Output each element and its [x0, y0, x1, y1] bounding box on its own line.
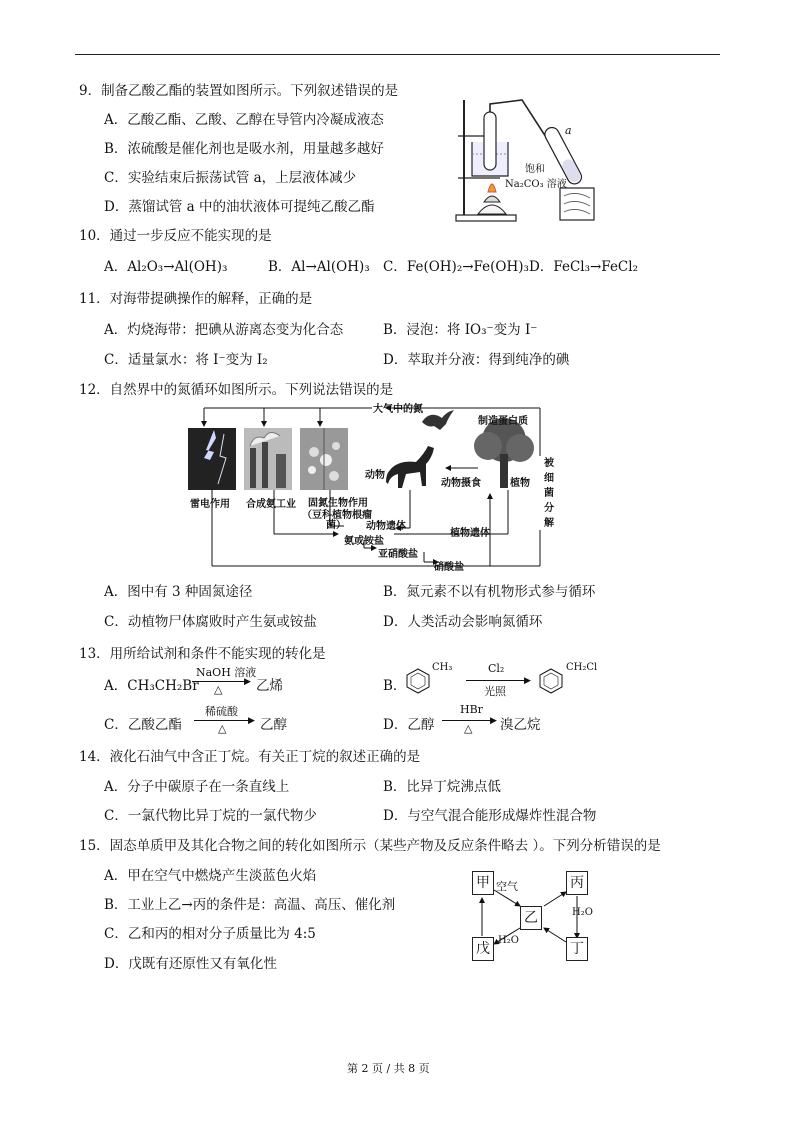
n-cycle-nitrate: 硝酸盐 — [434, 562, 464, 573]
n-cycle-air-nitrogen: 大气中的氮 — [373, 404, 423, 415]
q9-figure-label-na2co3: Na₂CO₃ 溶液 — [505, 179, 567, 190]
q14-option-c: C．一氯代物比异丁烷的一氯代物少 — [104, 808, 317, 824]
q13-b-condition-bottom: 光照 — [484, 685, 506, 698]
n-cycle-bio3: 菌） — [326, 520, 346, 531]
q15-stem: 15．固态单质甲及其化合物之间的转化如图所示（某些产物及反应条件略去 ）。下列分析错误的是 — [79, 838, 661, 854]
q12-option-b: B．氮元素不以有机物形式参与循环 — [383, 584, 596, 600]
q15-option-b: B．工业上乙→丙的条件是：高温、高压、催化剂 — [104, 897, 396, 913]
n-cycle-plant: 植物 — [510, 478, 530, 489]
q15-label-h2o-right: H₂O — [572, 907, 593, 918]
q10-option-d: D．FeCl₃→FeCl₂ — [529, 259, 638, 275]
q13-b-ch2cl: CH₂Cl — [566, 662, 598, 673]
q13-stem: 13．用所给试剂和条件不能实现的转化是 — [79, 646, 326, 662]
n-cycle-eat: 动物摄食 — [441, 478, 481, 489]
q9-option-a: A．乙酸乙酯、乙酸、乙醇在导管内冷凝成液态 — [104, 112, 384, 128]
q15-box-bing: 丙 — [566, 871, 588, 895]
q13-b-condition-top: Cl₂ — [488, 662, 505, 675]
q13-a-arrowhead: ▶ — [244, 677, 251, 687]
n-cycle-animal: 动物 — [365, 470, 385, 481]
q9-stem: 9．制备乙酸乙酯的装置如图所示。下列叙述错误的是 — [79, 83, 399, 99]
q11-option-c: C．适量氯水：将 I⁻变为 I₂ — [104, 352, 268, 368]
q13-option-b-label: B． — [383, 678, 407, 694]
q13-d-condition-bottom: △ — [464, 722, 473, 735]
benzyl-chloride-structure — [536, 666, 566, 696]
q13-a-arrow — [192, 681, 248, 682]
q9-option-c: C．实验结束后振荡试管 a，上层液体减少 — [104, 170, 357, 186]
n-cycle-animal-remains: 动物遗体 — [366, 521, 406, 532]
q10-option-b: B．Al→Al(OH)₃ — [268, 259, 370, 275]
q12-option-d: D．人类活动会影响氮循环 — [383, 614, 543, 630]
q9-option-b: B．浓硫酸是催化剂也是吸水剂，用量越多越好 — [104, 141, 384, 157]
q13-option-a-product: 乙烯 — [256, 678, 283, 694]
q15-label-air: 空气 — [496, 880, 518, 893]
n-cycle-decompose: 被细菌分解 — [544, 458, 554, 529]
header-rule — [75, 54, 720, 55]
q12-option-a: A．图中有 3 种固氮途径 — [104, 584, 253, 600]
q13-a-condition-top: NaOH 溶液 — [196, 666, 257, 679]
n-cycle-lightning: 雷电作用 — [190, 499, 230, 510]
q14-option-a: A．分子中碳原子在一条直线上 — [104, 779, 290, 795]
q13-d-arrowhead: ▶ — [490, 716, 497, 726]
q13-c-condition-top: 稀硫酸 — [205, 705, 238, 718]
toluene-structure — [403, 666, 433, 696]
q14-stem: 14．液化石油气中含正丁烷。有关正丁烷的叙述正确的是 — [79, 749, 421, 765]
q13-a-condition-bottom: △ — [214, 683, 223, 696]
q11-stem: 11．对海带提碘操作的解释，正确的是 — [79, 291, 313, 307]
n-cycle-nitrite: 亚硝酸盐 — [378, 549, 418, 560]
q9-figure-label-a: a — [565, 124, 572, 137]
q11-option-d: D．萃取并分液：得到纯净的碘 — [383, 352, 570, 368]
q10-option-c: C．Fe(OH)₂→Fe(OH)₃ — [383, 259, 529, 275]
n-cycle-plant-remains: 植物遗体 — [450, 528, 490, 539]
q13-d-condition-top: HBr — [460, 703, 483, 716]
n-cycle-ammonia: 氨或铵盐 — [344, 536, 384, 547]
q9-option-d: D．蒸馏试管 a 中的油状液体可提纯乙酸乙酯 — [104, 199, 375, 215]
q12-stem: 12．自然界中的氮循环如图所示。下列说法错误的是 — [79, 382, 394, 398]
q13-c-arrowhead: ▶ — [248, 716, 255, 726]
q9-figure-label-saturated: 饱和 — [525, 164, 545, 175]
q15-option-d: D．戊既有还原性又有氧化性 — [104, 956, 277, 972]
q10-option-a: A．Al₂O₃→Al(OH)₃ — [104, 259, 228, 275]
q13-c-arrow — [194, 720, 252, 721]
page-footer: 第 2 页 / 共 8 页 — [347, 1062, 430, 1075]
q15-box-yi: 乙 — [520, 906, 542, 930]
q14-option-d: D．与空气混合能形成爆炸性混合物 — [383, 808, 597, 824]
n-cycle-protein: 制造蛋白质 — [478, 416, 528, 427]
q11-option-b: B．浸泡：将 IO₃⁻变为 I⁻ — [383, 322, 538, 338]
q15-box-wu: 戊 — [472, 937, 494, 961]
n-cycle-industry: 合成氨工业 — [246, 499, 296, 510]
q15-option-a: A．甲在空气中燃烧产生淡蓝色火焰 — [104, 868, 317, 884]
q15-box-jia: 甲 — [472, 871, 494, 895]
q13-b-arrowhead: ▶ — [524, 676, 531, 686]
q15-box-ding: 丁 — [566, 937, 588, 961]
q11-option-a: A．灼烧海带：把碘从游离态变为化合态 — [104, 322, 344, 338]
q15-option-c: C．乙和丙的相对分子质量比为 4:5 — [104, 926, 316, 942]
q10-stem: 10．通过一步反应不能实现的是 — [79, 228, 272, 244]
q13-b-arrow — [466, 680, 528, 681]
q14-option-b: B．比异丁烷沸点低 — [383, 779, 501, 795]
q13-option-c-product: 乙醇 — [260, 717, 287, 733]
q12-option-c: C．动植物尸体腐败时产生氨或铵盐 — [104, 614, 317, 630]
q13-option-a-reactant: A．CH₃CH₂Br — [104, 678, 199, 694]
q9-apparatus-figure — [448, 92, 598, 224]
q13-option-d-reactant: D．乙醇 — [383, 717, 435, 733]
n-cycle-bio2: （豆科植物根瘤 — [302, 510, 372, 521]
q13-d-arrow — [442, 720, 494, 721]
q15-label-h2o-left: H₂O — [498, 935, 519, 946]
q13-option-c-reactant: C．乙酸乙酯 — [104, 717, 182, 733]
q13-option-d-product: 溴乙烷 — [500, 717, 541, 733]
q13-b-ch3: CH₃ — [432, 662, 453, 673]
q13-c-condition-bottom: △ — [218, 722, 227, 735]
n-cycle-bio1: 固氮生物作用 — [308, 498, 368, 509]
